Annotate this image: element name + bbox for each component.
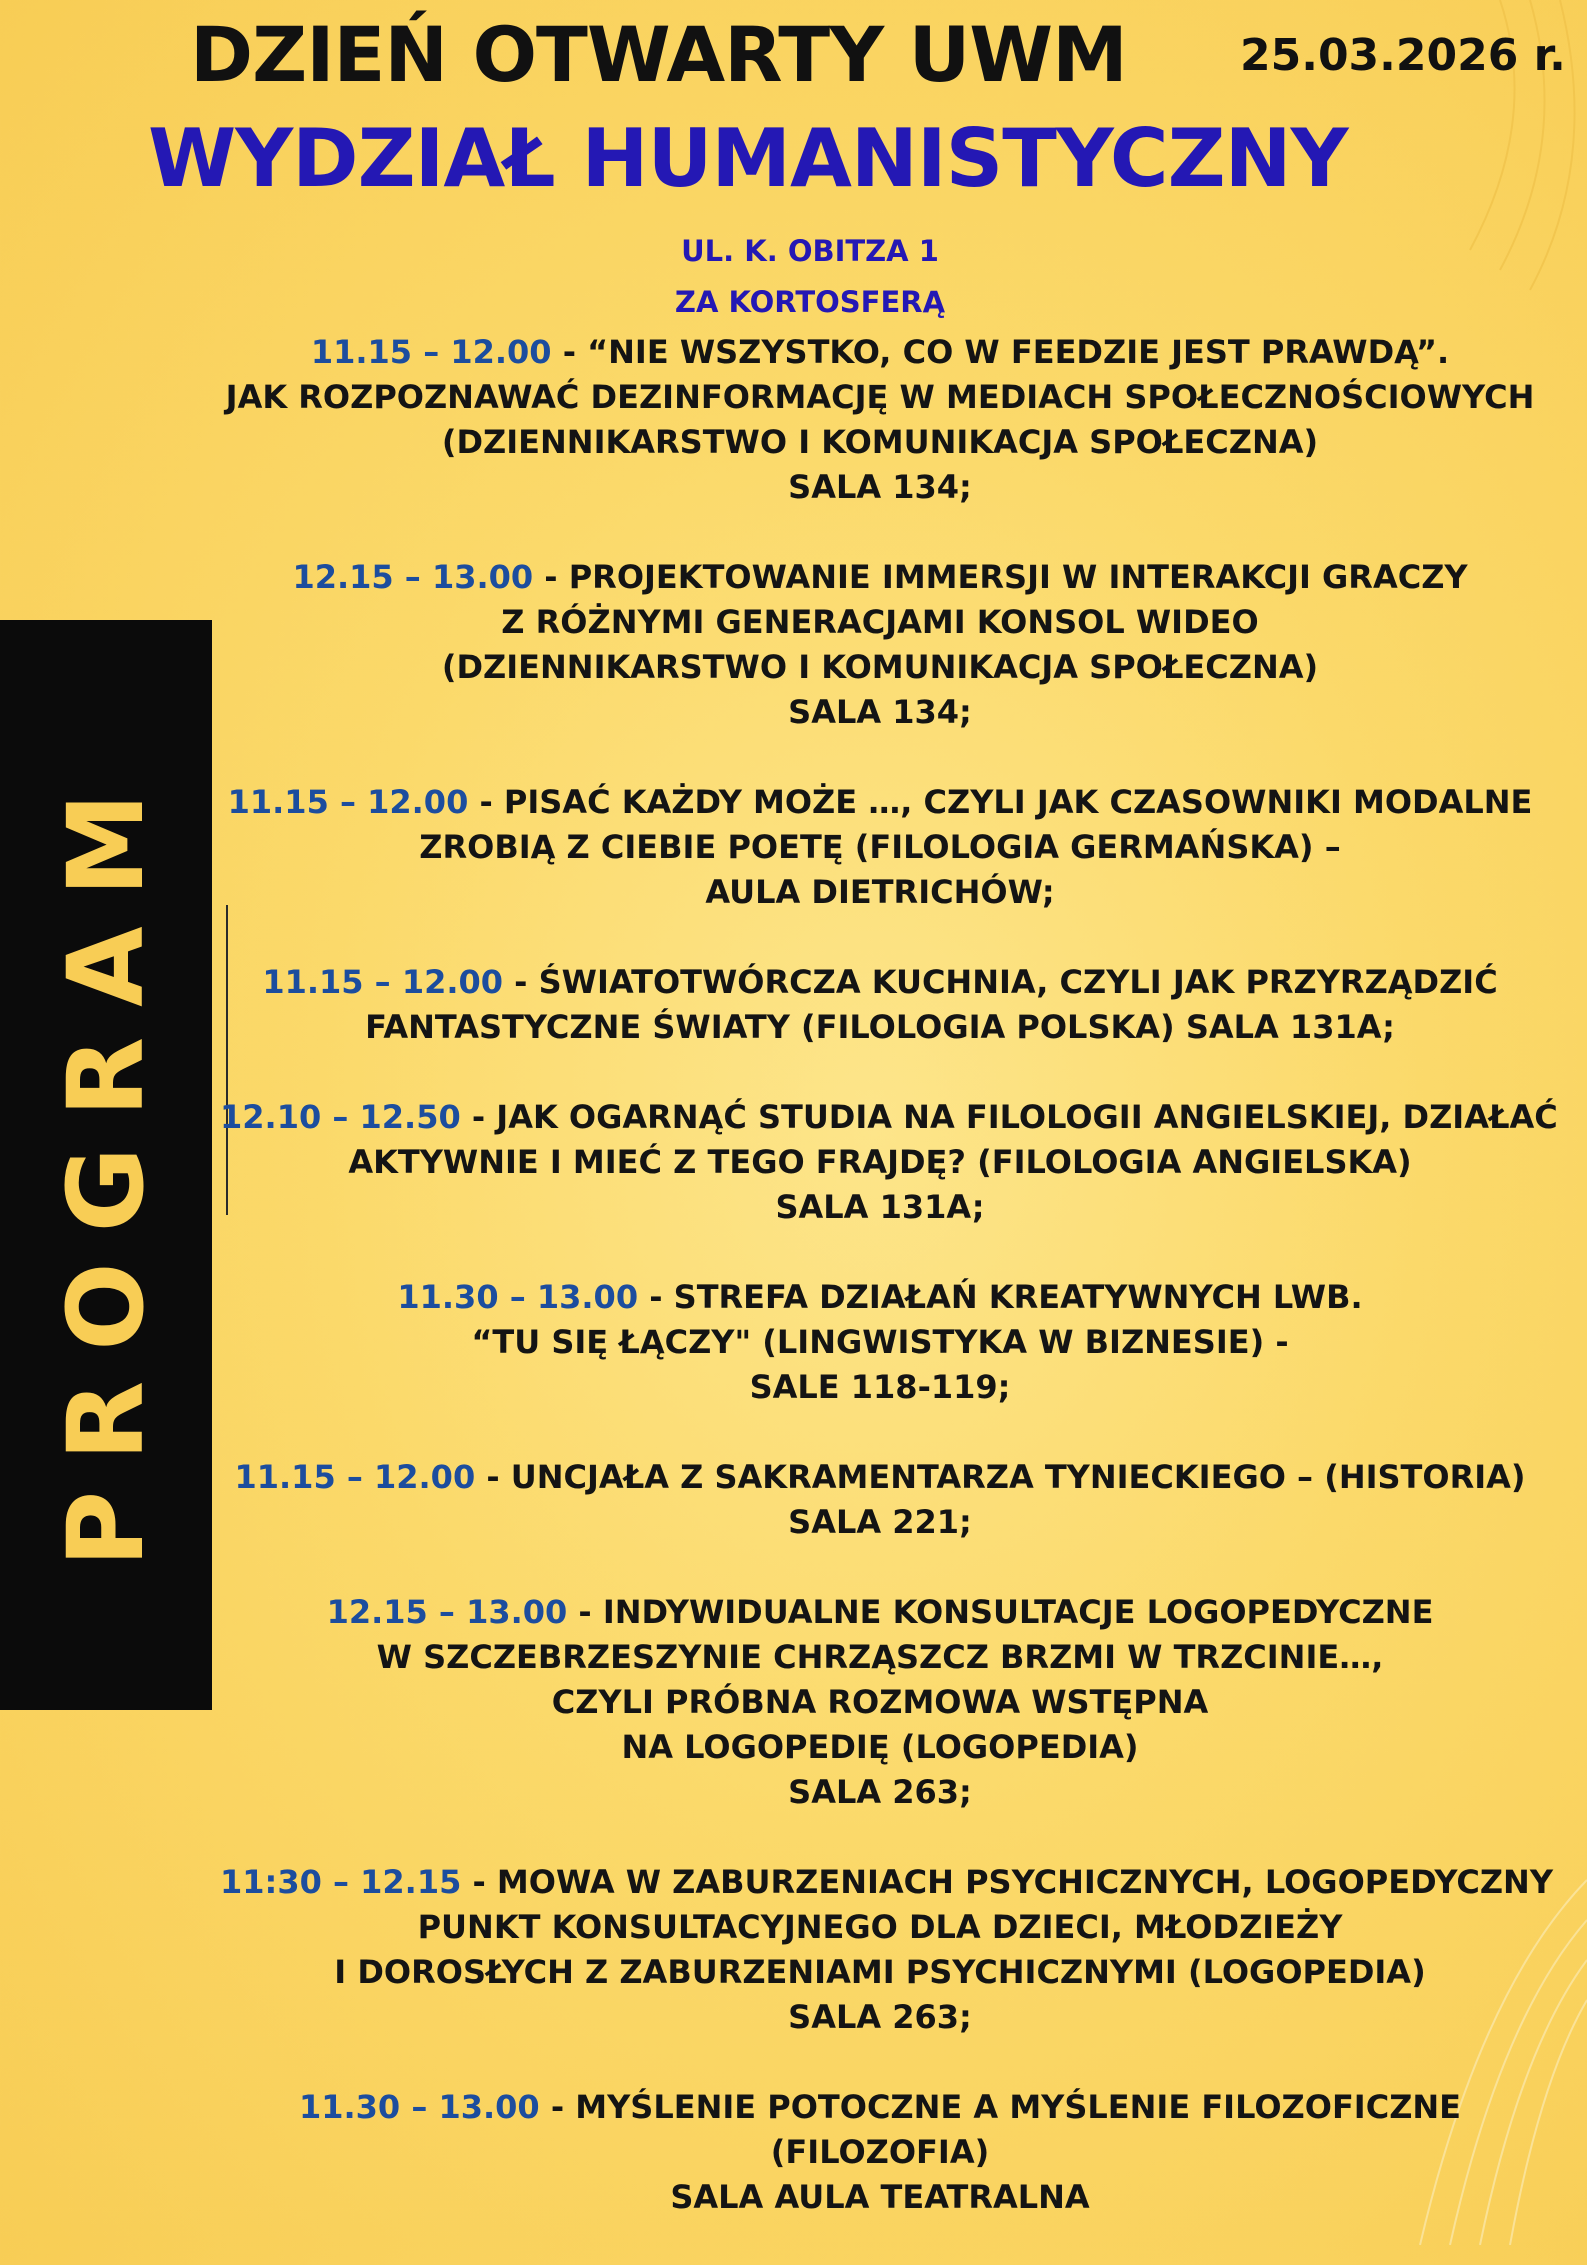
schedule-item-line	[220, 1905, 1540, 1950]
schedule-item-time: 11.15 – 12.00	[262, 963, 504, 1001]
schedule-item	[220, 2085, 1540, 2220]
schedule-item-headline	[220, 555, 1540, 600]
schedule-item-text: - MOWA W ZABURZENIACH PSYCHICZNYCH, LOGOPEDYCZNY	[461, 1863, 1553, 1901]
schedule-item-text: CZYLI PRÓBNA ROZMOWA WSTĘPNA	[551, 1683, 1209, 1721]
schedule-item-time: 11:30 – 12.15	[220, 1863, 462, 1901]
schedule-item-line	[220, 1320, 1540, 1365]
schedule-item-line	[220, 1500, 1540, 1545]
schedule-item-line	[220, 375, 1540, 420]
schedule-item-text: NA LOGOPEDIĘ (LOGOPEDIA)	[621, 1728, 1139, 1766]
schedule-item-text: SALA 134;	[788, 468, 972, 506]
event-date: 25.03.2026 r.	[1240, 30, 1566, 81]
schedule-item-time: 11.30 – 13.00	[397, 1278, 639, 1316]
schedule-item	[220, 780, 1540, 915]
page-title: DZIEŃ OTWARTY UWM	[190, 10, 1127, 99]
schedule-item-text: Z RÓŻNYMI GENERACJAMI KONSOL WIDEO	[501, 603, 1259, 641]
schedule-item-time: 11.15 – 12.00	[227, 783, 469, 821]
schedule-item-line	[220, 600, 1540, 645]
schedule-item-text: SALA AULA TEATRALNA	[670, 2178, 1090, 2216]
schedule-item-text: - ŚWIATOTWÓRCZA KUCHNIA, CZYLI JAK PRZYRZĄDZIĆ	[503, 963, 1498, 1001]
schedule-item-text: SALA 263;	[788, 1998, 972, 2036]
schedule-item-line	[220, 2130, 1540, 2175]
schedule-item-headline	[220, 1275, 1540, 1320]
schedule-item-text: - STREFA DZIAŁAŃ KREATYWNYCH LWB.	[638, 1278, 1363, 1316]
schedule-item	[220, 1455, 1540, 1545]
schedule-item	[220, 555, 1540, 735]
schedule-item-line	[220, 1635, 1540, 1680]
schedule-item-line	[220, 1995, 1540, 2040]
schedule-item-text: - PISAĆ KAŻDY MOŻE …, CZYLI JAK CZASOWNIKI MODALNE	[468, 783, 1533, 821]
schedule-item-text: AULA DIETRICHÓW;	[705, 873, 1055, 911]
schedule-item	[220, 1095, 1558, 1230]
schedule-item-text: SALE 118-119;	[749, 1368, 1011, 1406]
schedule-item-time: 11.30 – 13.00	[298, 2088, 540, 2126]
schedule-item-text: SALA 263;	[788, 1773, 972, 1811]
schedule-item	[220, 1275, 1540, 1410]
schedule-item-time: 12.15 – 13.00	[292, 558, 534, 596]
schedule-item-line	[220, 825, 1540, 870]
schedule-item-headline	[220, 1455, 1540, 1500]
schedule-item-time: 12.15 – 13.00	[326, 1593, 568, 1631]
schedule-item	[220, 960, 1540, 1050]
schedule-item-headline	[220, 780, 1540, 825]
schedule-item-line	[220, 1770, 1540, 1815]
program-side-banner	[0, 620, 212, 1710]
schedule-item-text: - UNCJAŁA Z SAKRAMENTARZA TYNIECKIEGO – (HISTORIA)	[475, 1458, 1526, 1496]
schedule-item-text: SALA 134;	[788, 693, 972, 731]
schedule-item	[220, 330, 1540, 510]
schedule-item-text: (FILOZOFIA)	[770, 2133, 990, 2171]
schedule-item-text: - INDYWIDUALNE KONSULTACJE LOGOPEDYCZNE	[567, 1593, 1434, 1631]
schedule-item-line	[220, 1365, 1540, 1410]
schedule-item-text: ZROBIĄ Z CIEBIE POETĘ (FILOLOGIA GERMAŃSKA) –	[419, 828, 1341, 866]
schedule-item-text: W SZCZEBRZESZYNIE CHRZĄSZCZ BRZMI W TRZCINIE…,	[376, 1638, 1384, 1676]
faculty-title: WYDZIAŁ HUMANISTYCZNY	[148, 112, 1348, 205]
schedule-item-text: - PROJEKTOWANIE IMMERSJI W INTERAKCJI GRACZY	[533, 558, 1468, 596]
schedule-item	[220, 1590, 1540, 1815]
schedule-item-headline	[220, 1590, 1540, 1635]
schedule-list	[220, 330, 1558, 2265]
schedule-item-line	[220, 690, 1540, 735]
schedule-item-line	[220, 1185, 1540, 1230]
schedule-item-line	[220, 2175, 1540, 2220]
schedule-item-line	[220, 645, 1540, 690]
schedule-item-line	[220, 1005, 1540, 1050]
schedule-item-headline	[220, 960, 1540, 1005]
schedule-item-line	[220, 465, 1540, 510]
schedule-item-line	[220, 1725, 1540, 1770]
address-street: UL. K. OBITZA 1	[681, 234, 939, 268]
schedule-item-headline	[220, 2085, 1540, 2130]
schedule-item-text: I DOROSŁYCH Z ZABURZENIAMI PSYCHICZNYMI (LOGOPEDIA)	[334, 1953, 1426, 1991]
schedule-item	[220, 1860, 1553, 2040]
schedule-item-line	[220, 1680, 1540, 1725]
schedule-item-text: (DZIENNIKARSTWO I KOMUNIKACJA SPOŁECZNA)	[441, 648, 1319, 686]
schedule-item-text: - JAK OGARNĄĆ STUDIA NA FILOLOGII ANGIELSKIEJ, DZIAŁAĆ	[460, 1098, 1558, 1136]
schedule-item-text: SALA 221;	[788, 1503, 972, 1541]
schedule-item-text: AKTYWNIE I MIEĆ Z TEGO FRAJDĘ? (FILOLOGIA ANGIELSKA)	[348, 1143, 1412, 1181]
schedule-item-line	[220, 420, 1540, 465]
schedule-item-time: 11.15 – 12.00	[234, 1458, 476, 1496]
schedule-item-text: PUNKT KONSULTACYJNEGO DLA DZIECI, MŁODZIEŻY	[417, 1908, 1343, 1946]
schedule-item-text: SALA 131A;	[775, 1188, 985, 1226]
schedule-item-text: - “NIE WSZYSTKO, CO W FEEDZIE JEST PRAWDĄ”.	[551, 333, 1450, 371]
schedule-item-line	[220, 870, 1540, 915]
schedule-item-headline	[220, 1860, 1553, 1905]
schedule-item-text: “TU SIĘ ŁĄCZY" (LINGWISTYKA W BIZNESIE) -	[471, 1323, 1289, 1361]
schedule-item-headline	[220, 1095, 1558, 1140]
schedule-item-text: JAK ROZPOZNAWAĆ DEZINFORMACJĘ W MEDIACH SPOŁECZNOŚCIOWYCH	[225, 378, 1535, 416]
schedule-item-headline	[220, 330, 1540, 375]
schedule-item-line	[220, 1140, 1540, 1185]
schedule-item-text: (DZIENNIKARSTWO I KOMUNIKACJA SPOŁECZNA)	[441, 423, 1319, 461]
program-label: PROGRAM	[45, 762, 167, 1568]
schedule-item-text: FANTASTYCZNE ŚWIATY (FILOLOGIA POLSKA) SALA 131A;	[365, 1008, 1395, 1046]
schedule-item-time: 12.10 – 12.50	[220, 1098, 461, 1136]
schedule-item-line	[220, 1950, 1540, 1995]
schedule-item-text: - MYŚLENIE POTOCZNE A MYŚLENIE FILOZOFICZNE	[539, 2088, 1462, 2126]
address-landmark: ZA KORTOSFERĄ	[674, 285, 946, 319]
schedule-item-time: 11.15 – 12.00	[310, 333, 552, 371]
